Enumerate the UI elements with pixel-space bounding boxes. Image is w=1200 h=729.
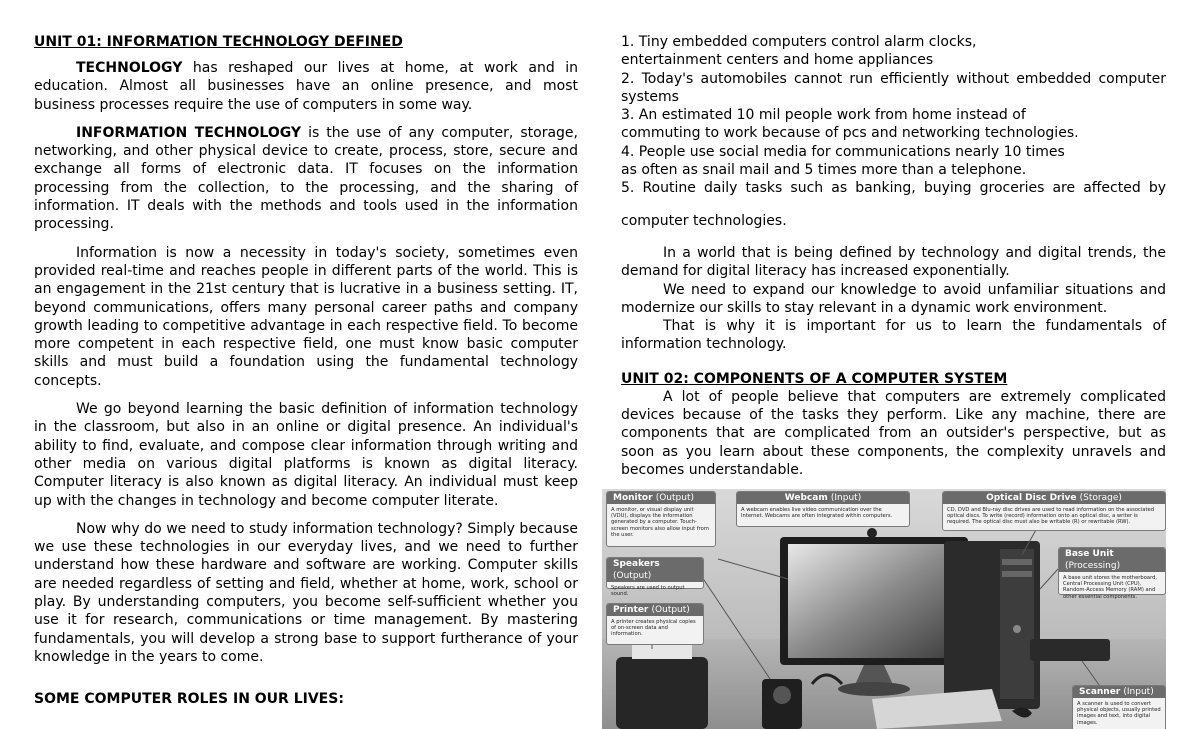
scanner-callout-type: (Input) bbox=[1123, 687, 1154, 697]
optical-drive-callout-type: (Storage) bbox=[1079, 493, 1122, 503]
closing-paragraph-3: That is why it is important for us to learn the fundamentals of information technology. bbox=[621, 318, 1166, 353]
speaker-cone bbox=[773, 686, 791, 704]
base-unit-callout-title: Base Unit bbox=[1065, 549, 1114, 559]
base-unit-callout-text: A base unit stores the motherboard, Central Processing Unit (CPU), Random-Access Memory (RAM) and other essential components. bbox=[1063, 575, 1158, 600]
role-1-line-2: entertainment centers and home appliances bbox=[621, 52, 934, 69]
speakers-callout-type: (Output) bbox=[613, 571, 652, 581]
webcam-callout bbox=[736, 491, 910, 527]
base-unit-callout-type: (Processing) bbox=[1065, 561, 1121, 571]
it-definition-text: is the use of any computer, storage, networking, and other physical device to create, process, store, secure and exchange all forms of electronic data. IT focuses on the information processing from the collection, to the processing, and the sharing of information. IT deals with the methods and tools used in the information processing. bbox=[34, 124, 578, 233]
right-column bbox=[621, 33, 1166, 479]
scanner-callout-title: Scanner bbox=[1079, 687, 1121, 697]
optical-drive-slot-2 bbox=[1002, 571, 1032, 577]
printer-callout-type: (Output) bbox=[651, 605, 690, 615]
optical-drive-callout-title: Optical Disc Drive bbox=[986, 493, 1077, 503]
optical-drive-callout-text: CD, DVD and Blu-ray disc drives are used to read information on the associated optical discs. To write (record) information onto an optical disc, a writer is required. The optical disc must also be writable (R) or rewritable (RW). bbox=[947, 507, 1154, 526]
webcam-callout-title: Webcam bbox=[784, 493, 828, 503]
webcam-lens bbox=[867, 528, 877, 538]
speakers-callout-text: Speakers are used to output sound. bbox=[611, 585, 685, 598]
role-3-line-1: 3. An estimated 10 mil people work from home instead of bbox=[621, 107, 1026, 124]
why-study-paragraph: Now why do we need to study information technology? Simply because we use these technologies in our everyday lives, and we need to further understand how these hardware and software are working. Computer skills are needed regardless of setting and field, whether at home, work, school or play. By understanding computers, you become self-sufficient whether you use it for research, communications or time management. By mastering fundamentals, you will develop a strong base to support furtherance of your knowledge in the years to come. bbox=[34, 520, 578, 665]
unit-02-heading: UNIT 02: COMPONENTS OF A COMPUTER SYSTEM bbox=[621, 370, 1008, 387]
role-2-line-2: systems bbox=[621, 88, 679, 105]
information-necessity-paragraph: Information is now a necessity in today's society, sometimes even provided real-time and reaches people in different parts of the world. This is an engagement in the 21st century that is lucrative in a business setting. IT, beyond communications, offers many personal career paths and company growth leading to competitive advantage in each respective field. To become more competent in each respective field, one must know basic computer skills and must build a foundation using the fundamental technology concepts. bbox=[34, 244, 578, 389]
monitor-base bbox=[838, 682, 910, 696]
speakers-callout bbox=[606, 557, 704, 598]
closing-paragraph-1: In a world that is being defined by technology and digital trends, the demand for digital literacy has increased exponentially. bbox=[621, 244, 1166, 280]
closing-paragraph-2: We need to expand our knowledge to avoid unfamiliar situations and modernize our skills to stay relevant in a dynamic work environment. bbox=[621, 281, 1166, 316]
role-3-line-2: commuting to work because of pcs and networking technologies. bbox=[621, 125, 1079, 142]
computer-roles-title: SOME COMPUTER ROLES IN OUR LIVES: bbox=[34, 691, 344, 708]
optical-drive-callout bbox=[942, 491, 1166, 531]
monitor-callout-title: Monitor bbox=[613, 493, 653, 503]
role-4-line-2: as often as snail mail and 5 times more than a telephone. bbox=[621, 162, 1027, 179]
monitor-callout-type: (Output) bbox=[655, 493, 694, 503]
left-column bbox=[34, 33, 578, 709]
monitor-screen bbox=[788, 544, 960, 658]
technology-term: TECHNOLOGY bbox=[76, 60, 183, 76]
base-unit-callout bbox=[1058, 547, 1166, 600]
role-4-line-1: 4. People use social media for communications nearly 10 times bbox=[621, 143, 1065, 160]
monitor-callout bbox=[606, 491, 716, 547]
components-paragraph: A lot of people believe that computers are extremely complicated devices because of the tasks they perform. Like any machine, there are components that are complicated from an outsider's perspective, but as soon as you learn about these components, the complexity unravels and becomes understandable. bbox=[621, 388, 1166, 478]
power-button bbox=[1013, 625, 1021, 633]
printer-callout bbox=[606, 603, 704, 645]
role-1-line-1: 1. Tiny embedded computers control alarm clocks, bbox=[621, 34, 977, 50]
technology-paragraph bbox=[34, 59, 578, 114]
speakers-callout-title: Speakers bbox=[613, 559, 660, 569]
scanner-callout-text: A scanner is used to convert physical objects, usually printed images and text, into digital images. bbox=[1077, 701, 1161, 726]
technology-text: has reshaped our lives at home, at work and in education. Almost all businesses have an online presence, and most business processes require the use of computers in some way. bbox=[34, 60, 578, 113]
digital-literacy-paragraph: We go beyond learning the basic definition of information technology in the classroom, but also in an online or digital presence. An individual's ability to find, evaluate, and compose clear information through writing and other media on various digital platforms is known as digital literacy. Computer literacy is also known as digital literacy. An individual must keep up with the changes in technology and become computer literate. bbox=[34, 401, 578, 509]
scanner-callout bbox=[1072, 685, 1166, 729]
it-term: INFORMATION TECHNOLOGY bbox=[76, 124, 302, 141]
role-5-line-2: computer technologies. bbox=[621, 212, 787, 229]
printer-callout-text: A printer creates physical copies of on-screen data and information. bbox=[611, 619, 696, 638]
printer-body bbox=[616, 657, 708, 729]
webcam-callout-type: (Input) bbox=[830, 493, 862, 503]
printer-callout-title: Printer bbox=[613, 605, 649, 615]
webcam-callout-text: A webcam enables live video communication over the Internet. Webcams are often integrated within computers. bbox=[741, 507, 893, 520]
monitor-callout-text: A monitor, or visual display unit (VDU), displays the information generated by a computer. Touch-screen monitors also allow input from the user. bbox=[611, 507, 709, 538]
computer-components-figure bbox=[602, 489, 1166, 729]
optical-drive-slot bbox=[1002, 559, 1032, 565]
role-2-line-1: 2. Today's automobiles cannot run efficiently without embedded computer bbox=[621, 70, 1166, 87]
unit-01-heading: UNIT 01: INFORMATION TECHNOLOGY DEFINED bbox=[34, 34, 403, 50]
it-definition-paragraph bbox=[34, 124, 578, 234]
role-5-line-1: 5. Routine daily tasks such as banking, buying groceries are affected by bbox=[621, 180, 1166, 197]
scanner-body bbox=[1030, 639, 1110, 661]
